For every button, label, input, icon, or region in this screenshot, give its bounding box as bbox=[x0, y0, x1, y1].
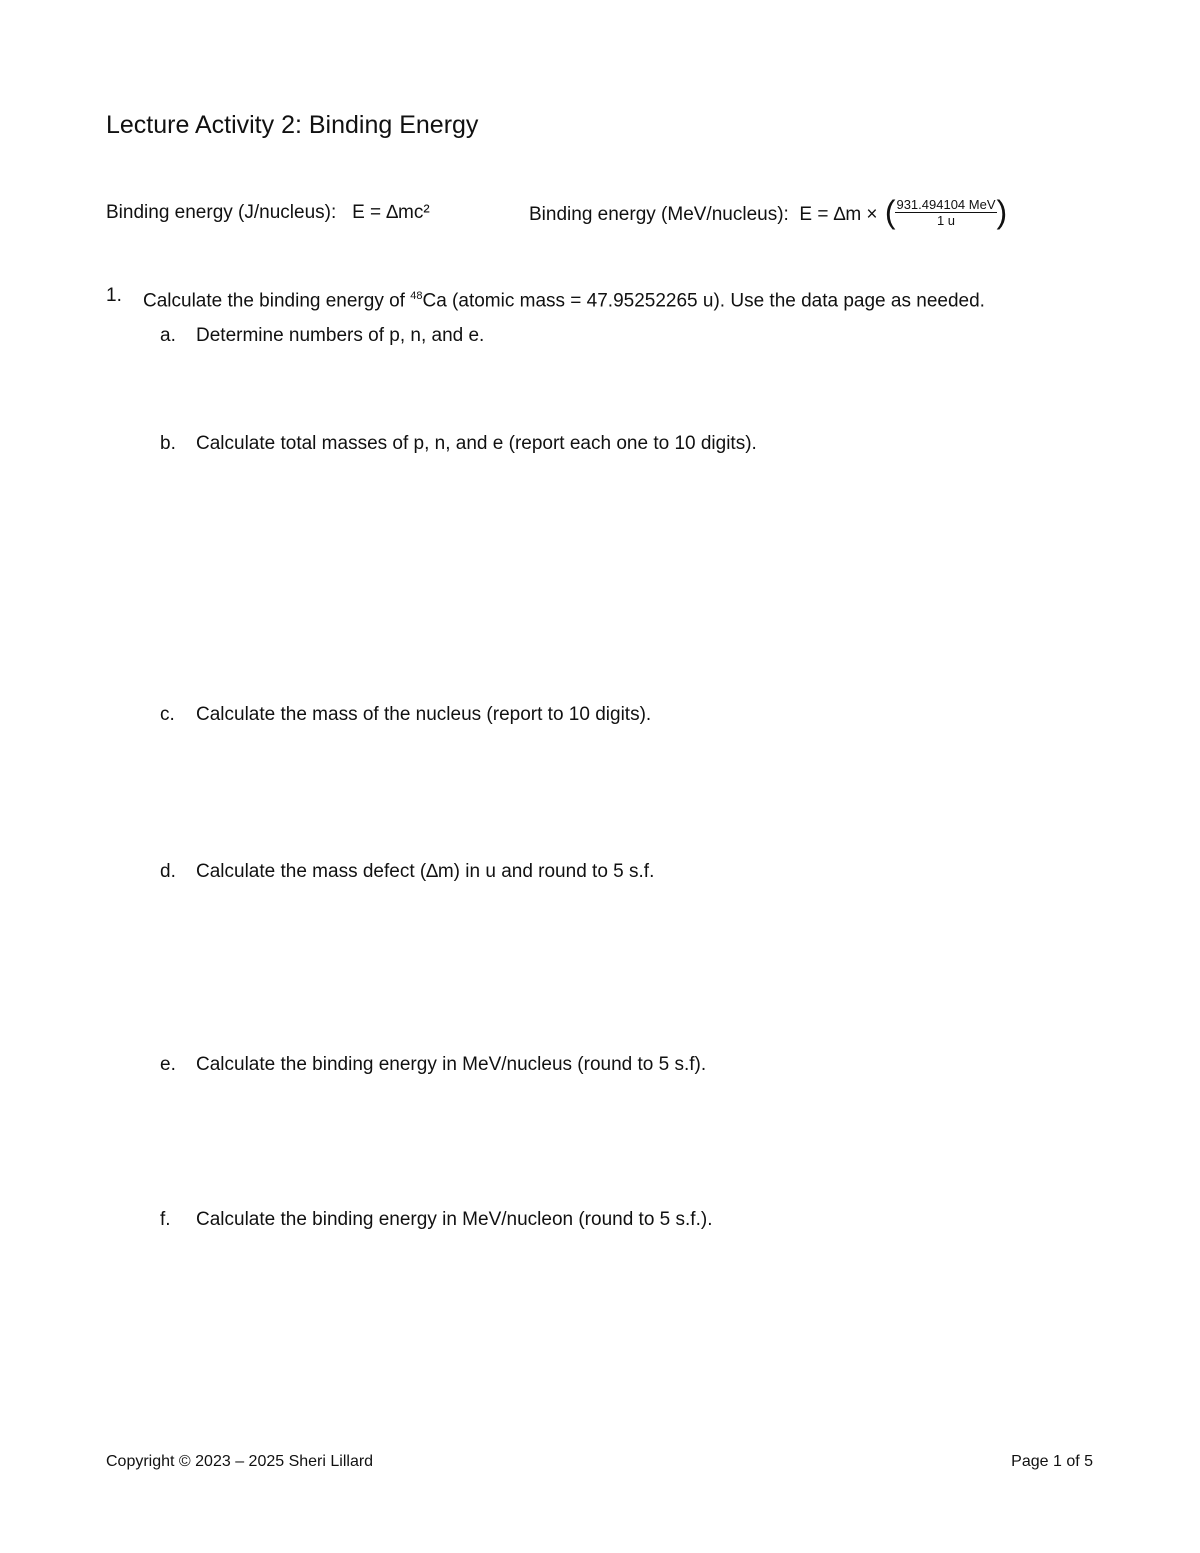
part-a-text: Determine numbers of p, n, and e. bbox=[196, 325, 485, 346]
right-paren: ) bbox=[996, 194, 1008, 230]
footer-page-number: Page 1 of 5 bbox=[1011, 1453, 1093, 1470]
conversion-fraction bbox=[885, 196, 1007, 228]
part-c-text: Calculate the mass of the nucleus (report to 10 digits). bbox=[196, 704, 652, 725]
question-text-after: Ca (atomic mass = 47.95252265 u). Use the data page as needed. bbox=[422, 290, 985, 312]
part-b-text: Calculate total masses of p, n, and e (report each one to 10 digits). bbox=[196, 433, 757, 454]
left-paren: ( bbox=[884, 194, 896, 230]
part-b-letter: b. bbox=[160, 433, 176, 454]
page-title: Lecture Activity 2: Binding Energy bbox=[106, 111, 479, 139]
fraction-denominator: 1 u bbox=[936, 212, 956, 228]
part-d-text: Calculate the mass defect (∆m) in u and round to 5 s.f. bbox=[196, 861, 655, 882]
joules-equation bbox=[106, 199, 430, 227]
part-d-letter: d. bbox=[160, 861, 176, 882]
fraction-numerator: 931.494104 MeV bbox=[896, 196, 996, 212]
part-f-letter: f. bbox=[160, 1209, 171, 1230]
question-text-before: Calculate the binding energy of bbox=[143, 290, 411, 312]
part-e-text: Calculate the binding energy in MeV/nucleus (round to 5 s.f). bbox=[196, 1054, 707, 1075]
question-text bbox=[143, 283, 985, 314]
isotope-mass-number: 48 bbox=[410, 290, 423, 302]
joules-label: Binding energy (J/nucleus): bbox=[106, 202, 337, 223]
part-a-letter: a. bbox=[160, 325, 176, 346]
mev-equation bbox=[529, 194, 1008, 231]
footer-copyright: Copyright © 2023 – 2025 Sheri Lillard bbox=[106, 1453, 374, 1470]
fraction-body bbox=[895, 197, 996, 228]
question-number: 1. bbox=[106, 285, 122, 306]
part-f-text: Calculate the binding energy in MeV/nucleon (round to 5 s.f.). bbox=[196, 1209, 713, 1230]
mev-label: Binding energy (MeV/nucleus): bbox=[529, 204, 789, 226]
joules-formula: E = ∆mc² bbox=[352, 202, 430, 223]
part-c-letter: c. bbox=[160, 704, 175, 725]
part-e-letter: e. bbox=[160, 1054, 176, 1075]
mev-formula: E = ∆m × bbox=[799, 204, 878, 226]
